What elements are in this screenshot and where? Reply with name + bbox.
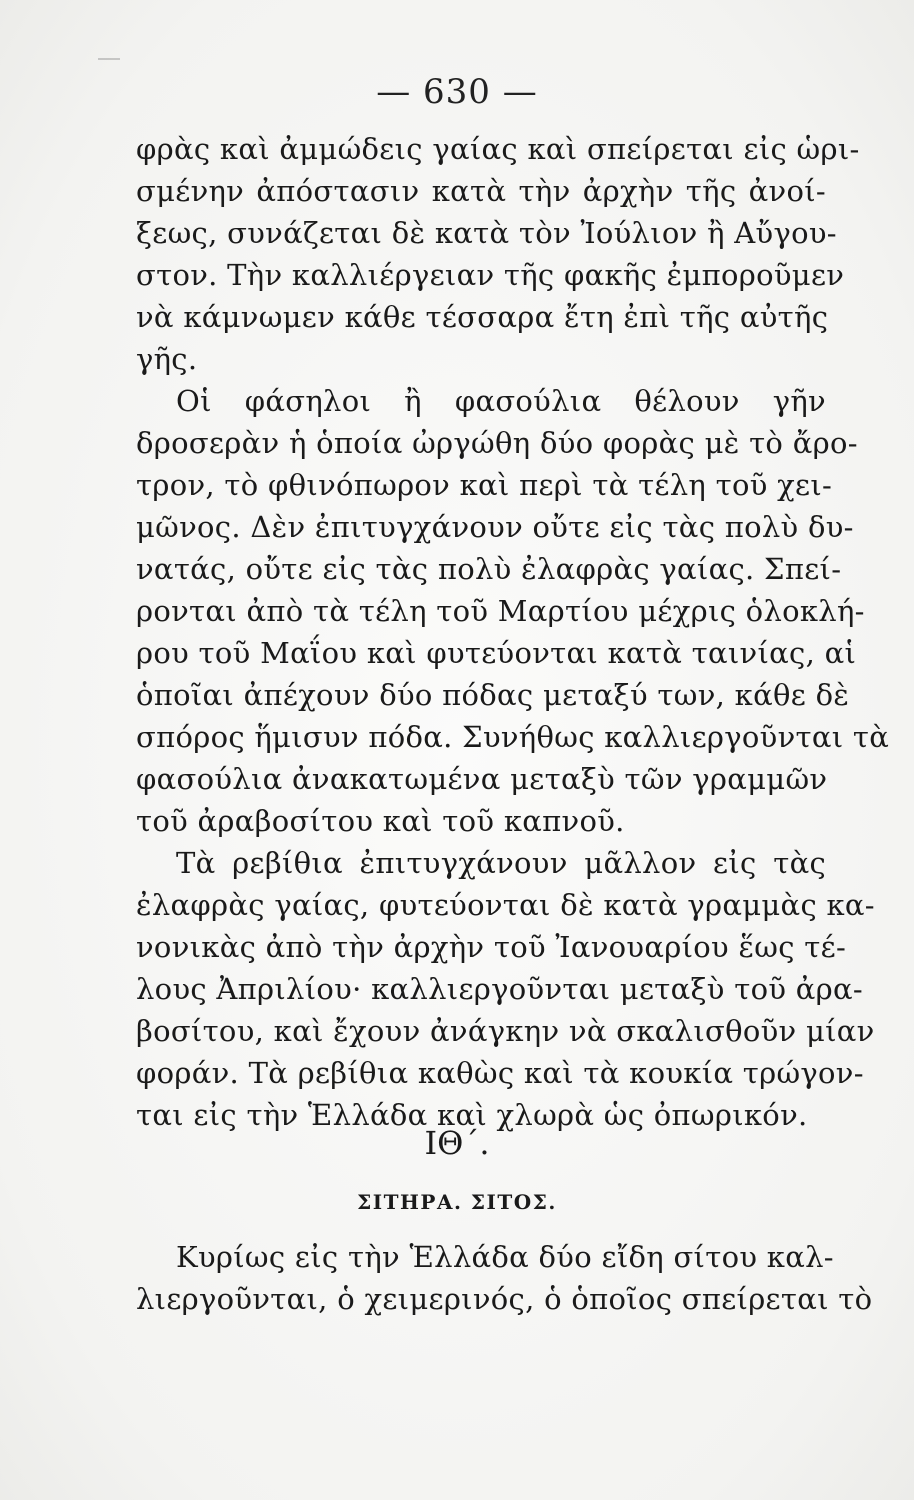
text-line: φρὰς καὶ ἀμμώδεις γαίας καὶ σπείρεται εἰς ὡρι- xyxy=(136,132,860,166)
main-text xyxy=(136,128,890,1136)
page-mark xyxy=(98,58,120,60)
text-line: ξεως, συνάζεται δὲ κατὰ τὸν Ἰούλιον ἢ Αὔγου- xyxy=(136,216,837,250)
text-line: ἐλαφρὰς γαίας, φυτεύονται δὲ κατὰ γραμμὰς κα- xyxy=(136,888,875,922)
text-line: λους Ἀπριλίου· καλλιεργοῦνται μεταξὺ τοῦ ἀρα- xyxy=(136,972,863,1006)
text-line: ρονται ἀπὸ τὰ τέλη τοῦ Μαρτίου μέχρις ὁλοκλή- xyxy=(136,594,865,628)
final-text xyxy=(136,1236,873,1320)
text-line: βοσίτου, καὶ ἔχουν ἀνάγκην νὰ σκαλισθοῦν μίαν xyxy=(136,1014,875,1048)
text-line: γῆς. xyxy=(136,342,198,376)
text-line: ὁποῖαι ἀπέχουν δύο πόδας μεταξύ των, κάθε δὲ xyxy=(136,678,850,712)
text-line: ρου τοῦ Μαΐου καὶ φυτεύονται κατὰ ταινίας, αἱ xyxy=(136,636,857,670)
text-line: νατάς, οὔτε εἰς τὰς πολὺ ἐλαφρὰς γαίας. Σπεί- xyxy=(136,552,842,586)
text-line: Τὰ ρεβίθια ἐπιτυγχάνουν μᾶλλον εἰς τὰς xyxy=(176,846,826,880)
page-number: — 630 — xyxy=(376,72,538,112)
text-line: φοράν. Τὰ ρεβίθια καθὼς καὶ τὰ κουκία τρώγον- xyxy=(136,1056,864,1090)
text-line: σμένην ἀπόστασιν κατὰ τὴν ἀρχὴν τῆς ἀνοί- xyxy=(136,174,826,208)
chapter-number: ΙΘ΄. xyxy=(424,1124,490,1162)
section-title: ΣΙΤΗΡΑ. ΣΙΤΟΣ. xyxy=(357,1190,557,1214)
text-line: στον. Τὴν καλλιέργειαν τῆς φακῆς ἐμποροῦμεν xyxy=(136,258,845,292)
text-line: Οἱ φάσηλοι ἢ φασούλια θέλουν γῆν xyxy=(176,384,826,418)
text-line: δροσερὰν ἡ ὁποία ὠργώθη δύο φορὰς μὲ τὸ ἄρο- xyxy=(136,426,858,460)
text-line: μῶνος. Δὲν ἐπιτυγχάνουν οὔτε εἰς τὰς πολὺ δυ- xyxy=(136,510,854,544)
text-line: φασούλια ἀνακατωμένα μεταξὺ τῶν γραμμῶν xyxy=(136,762,828,796)
text-line: τρον, τὸ φθινόπωρον καὶ περὶ τὰ τέλη τοῦ χει- xyxy=(136,468,833,502)
text-line: νὰ κάμνωμεν κάθε τέσσαρα ἔτη ἐπὶ τῆς αὐτῆς xyxy=(136,300,829,334)
text-line: νονικὰς ἀπὸ τὴν ἀρχὴν τοῦ Ἰανουαρίου ἕως τέ- xyxy=(136,930,847,964)
text-line: Κυρίως εἰς τὴν Ἑλλάδα δύο εἴδη σίτου καλ- xyxy=(176,1240,834,1274)
text-line: ται εἰς τὴν Ἑλλάδα καὶ χλωρὰ ὡς ὀπωρικόν. xyxy=(136,1098,808,1132)
text-line: λιεργοῦνται, ὁ χειμερινός, ὁ ὁποῖος σπείρεται τὸ xyxy=(136,1282,873,1316)
text-line: σπόρος ἥμισυν πόδα. Συνήθως καλλιεργοῦνται τὰ xyxy=(136,720,890,754)
text-line: τοῦ ἀραβοσίτου καὶ τοῦ καπνοῦ. xyxy=(136,804,625,838)
